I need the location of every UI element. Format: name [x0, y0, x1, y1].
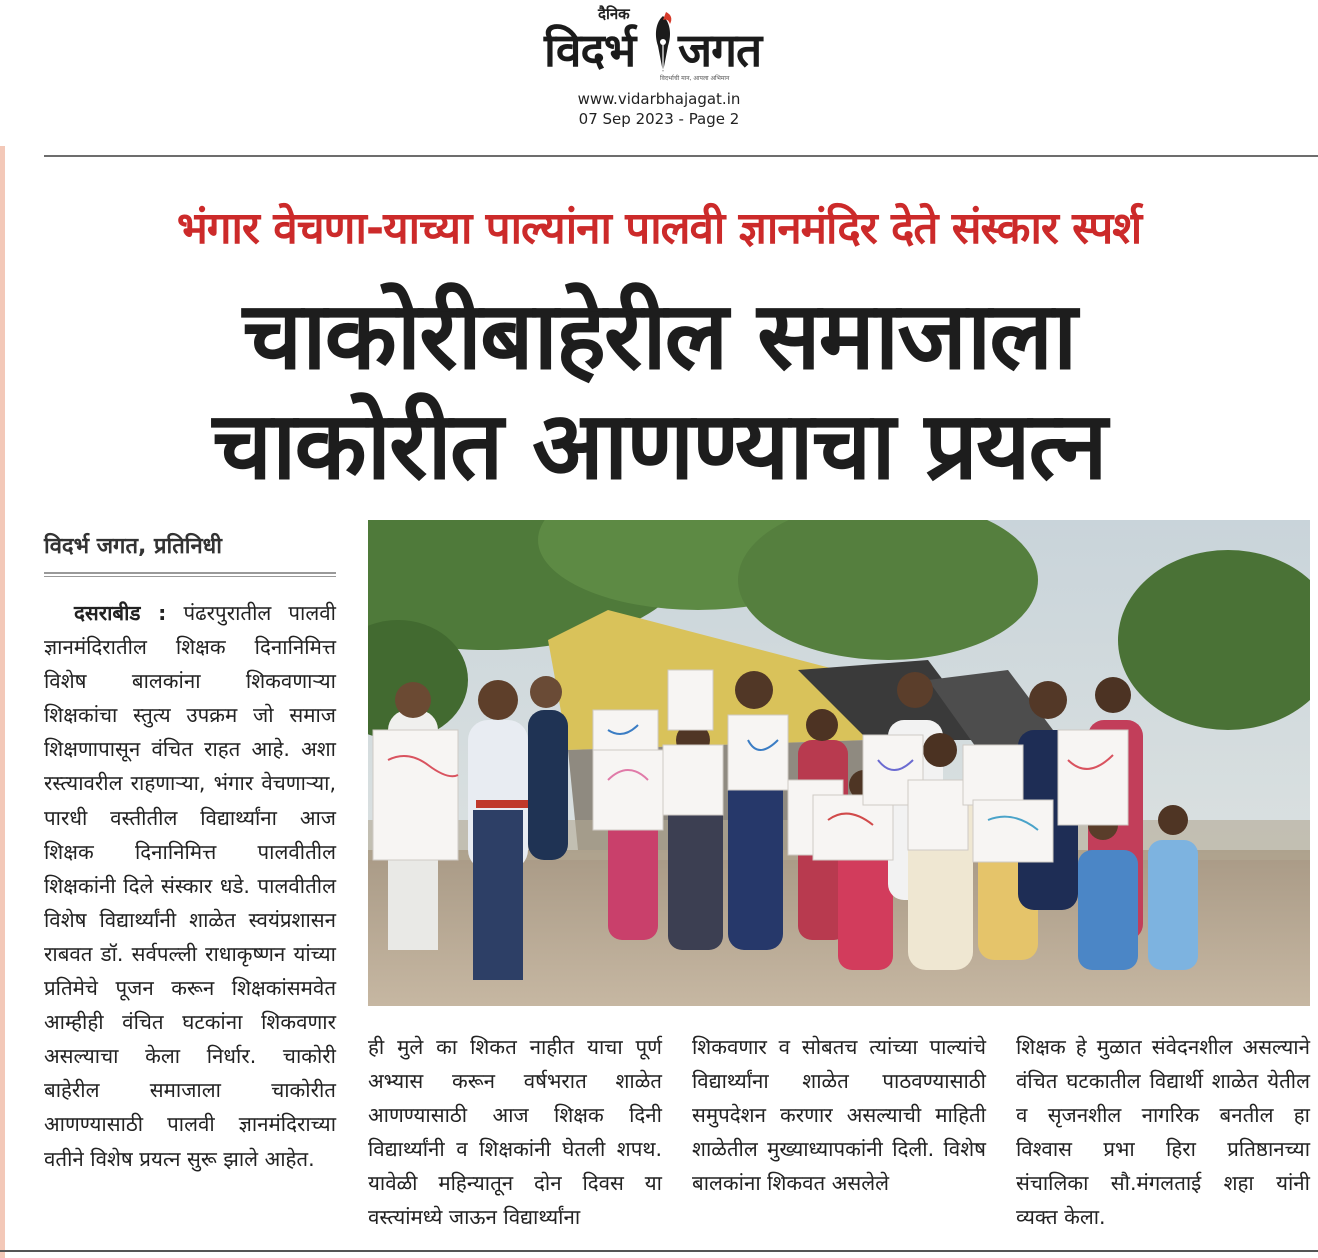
article-column-4: शिक्षक हे मुळात संवेदनशील असल्याने वंचित घटकातील विद्यार्थी शाळेत येतील व सृजनशील नागरिक बनतील हा विश्वास प्रभा हिरा प्रतिष्ठानच्या संचालिका सौ.मंगलताई शहा यांनी व्यक्त केला.: [1016, 1035, 1310, 1230]
masthead: [0, 0, 1318, 140]
byline-divider-thin: [44, 576, 336, 577]
logo-small-text: दैनिक: [598, 5, 630, 23]
edition-date-page: 07 Sep 2023 - Page 2: [578, 110, 740, 128]
column-1-text: पंढरपुरातील पालवी ज्ञानमंदिरातील शिक्षक दिनानिमित्त विशेष बालकांना शिकवणाऱ्या शिक्षकांचा स्तुत्य उपक्रम जो समाज शिक्षणापासून वंचित राहत आहे. अशा रस्त्यावरील राहणाऱ्या, भंगार वेचणाऱ्या, पारधी वस्तीतील विद्यार्थ्यांना आज शिक्षक दिनानिमित्त पालवीतील शिक्षकांनी दिले संस्कार धडे. पालवीतील विशेष विद्यार्थ्यांनी शाळेत स्वयंप्रशासन राबवत डॉ. सर्वपल्ली राधाकृष्णन यांच्या प्रतिमेचे पूजन करून शिक्षकांसमवेत आम्हीही वंचित घटकांना शिकवणार असल्याचा केला निर्धार. चाकोरी बाहेरील समाजाला चाकोरीत आणण्यासाठी पालवी ज्ञानमंदिराच्या वतीने विशेष प्रयत्न सुरू झाले आहेत.: [44, 601, 336, 1171]
article-column-2: ही मुले का शिकत नाहीत याचा पूर्ण अभ्यास करून वर्षभरात शाळेत आणण्यासाठी आज शिक्षक दिनी विद्यार्थ्यांनी व शिक्षकांनी घेतली शपथ. यावेळी महिन्यातून दोन दिवस या वस्त्यांमध्ये जाऊन विद्यार्थ्यांना: [368, 1035, 662, 1230]
article-kicker: भंगार वेचणा-याच्या पाल्यांना पालवी ज्ञानमंदिर देते संस्कार स्पर्श: [176, 203, 1142, 254]
logo-word-jagat: जगत: [678, 23, 762, 77]
header-divider: [44, 155, 1318, 157]
footer-divider: [0, 1250, 1318, 1252]
newspaper-logo: [540, 4, 780, 82]
dateline: दसराबीड :: [74, 601, 167, 625]
pen-nib-icon: [650, 12, 676, 76]
headline-line-1: चाकोरीबाहेरील समाजाला: [242, 282, 1076, 391]
site-url: www.vidarbhajagat.in: [577, 90, 741, 108]
logo-tagline: विदर्भाची मान, आपला अभिमान: [660, 75, 730, 82]
article-photo: [368, 520, 1310, 1006]
logo-word-vidarbha: विदर्भ: [544, 23, 636, 77]
article-column-3: शिकवणार व सोबतच त्यांच्या पाल्यांचे विद्यार्थ्यांना शाळेत पाठवण्यासाठी समुपदेशन करणार असल्याची माहिती शाळेतील मुख्याध्यापकांनी दिली. विशेष बालकांना शिकवत असलेले: [692, 1035, 986, 1196]
headline-line-2: चाकोरीत आणण्याचा प्रयत्न: [212, 392, 1106, 501]
children-holding-drawings-photo: [368, 520, 1310, 1006]
byline: विदर्भ जगत, प्रतिनिधी: [44, 534, 222, 559]
article-column-1: [44, 596, 336, 1176]
byline-divider: [44, 572, 336, 574]
